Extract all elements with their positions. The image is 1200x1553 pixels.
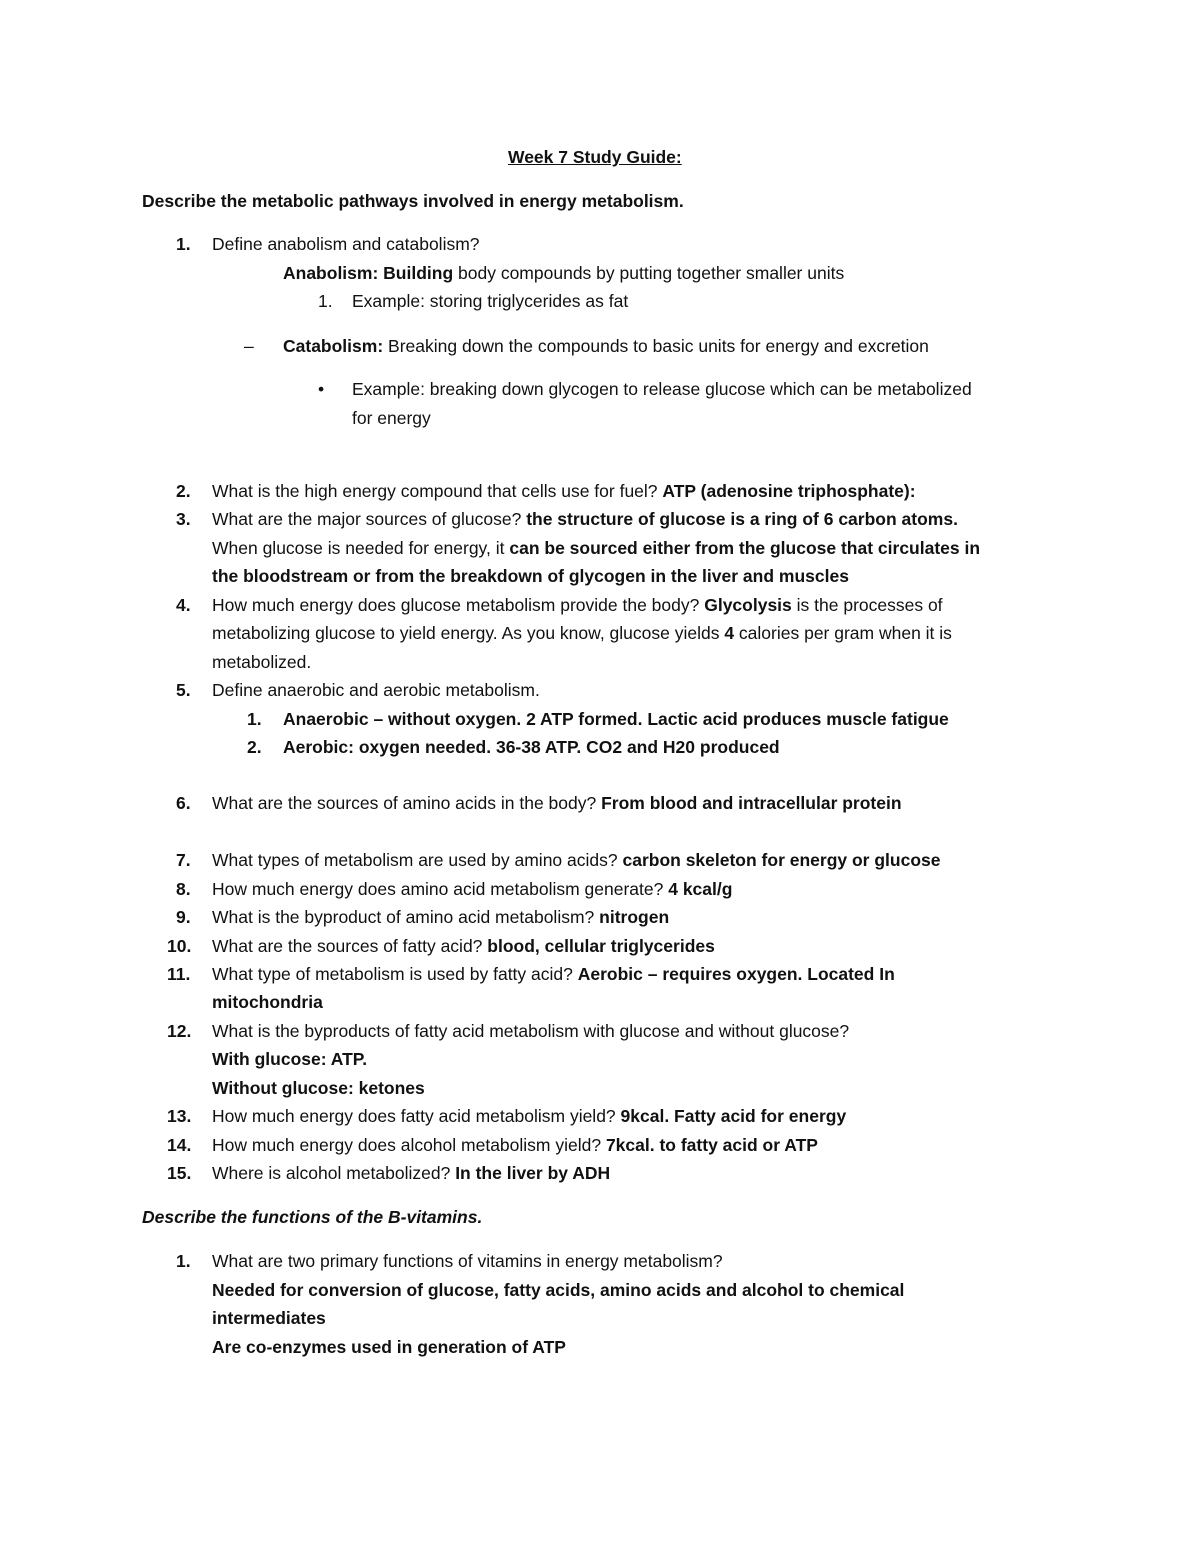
answer-text: In the liver by ADH	[455, 1163, 611, 1183]
bullet-marker: •	[318, 379, 325, 399]
anabolism-label: Anabolism:	[283, 263, 379, 283]
question-11	[212, 963, 895, 985]
question-number: 6.	[176, 793, 191, 813]
answer-text: is the processes of	[791, 595, 943, 615]
answer-text: From blood and intracellular protein	[601, 793, 902, 813]
question-text: Where is alcohol metabolized?	[212, 1163, 456, 1183]
answer-text: 4 kcal/g	[668, 879, 733, 899]
question-13	[212, 1105, 846, 1127]
answer-text: metabolizing glucose to yield energy. As you know, glucose yields	[212, 623, 725, 643]
question-number: 3.	[176, 509, 191, 529]
answer-continuation: mitochondria	[212, 992, 323, 1012]
question-number: 13.	[167, 1106, 192, 1126]
answer-bold: ATP	[662, 481, 696, 501]
question-text: What are two primary functions of vitamins in energy metabolism?	[212, 1251, 723, 1271]
answer-text: Aerobic – requires oxygen. Located In	[577, 964, 895, 984]
catabolism-label: Catabolism:	[283, 336, 384, 356]
answer-line-2: intermediates	[212, 1308, 326, 1328]
answer-text: carbon skeleton for energy or glucose	[622, 850, 941, 870]
question-4-line-2	[212, 622, 952, 644]
question-number: 1.	[176, 234, 191, 254]
question-number: 11.	[167, 964, 191, 984]
question-text: What types of metabolism are used by amino acids?	[212, 850, 623, 870]
question-number: 8.	[176, 879, 191, 899]
question-10	[212, 935, 715, 957]
question-text: Define anabolism and catabolism?	[212, 234, 480, 254]
catabolism-text: Breaking down the compounds to basic units for energy and excretion	[383, 336, 929, 356]
question-6	[212, 792, 902, 814]
catabolism-example-line-1: Example: breaking down glycogen to release glucose which can be metabolized	[352, 379, 972, 399]
answer-text: 7kcal. to fatty acid or ATP	[605, 1135, 818, 1155]
question-8	[212, 878, 732, 900]
question-text: Define anaerobic and aerobic metabolism.	[212, 680, 540, 700]
answer-with-glucose: With glucose: ATP.	[212, 1049, 368, 1069]
answer-text: nitrogen	[599, 907, 670, 927]
question-text: What are the major sources of glucose?	[212, 509, 527, 529]
question-3-line-3: the bloodstream or from the breakdown of glycogen in the liver and muscles	[212, 566, 849, 586]
dash-marker: –	[244, 336, 254, 356]
sub-item-number: 1.	[318, 291, 333, 311]
answer-text: calories per gram when it is	[734, 623, 952, 643]
sub-item-number: 2.	[247, 737, 262, 757]
question-text: How much energy does alcohol metabolism yield?	[212, 1135, 606, 1155]
document-title: Week 7 Study Guide:	[508, 147, 682, 167]
question-text: How much energy does amino acid metabolism generate?	[212, 879, 669, 899]
question-text: What type of metabolism is used by fatty acid?	[212, 964, 578, 984]
catabolism-example-line-2: for energy	[352, 408, 431, 428]
question-text: What is the byproducts of fatty acid metabolism with glucose and without glucose?	[212, 1021, 850, 1041]
section-heading-metabolic-pathways: Describe the metabolic pathways involved in energy metabolism.	[142, 191, 684, 211]
answer-text: 9kcal. Fatty acid for energy	[620, 1106, 847, 1126]
section-heading-b-vitamins: Describe the functions of the B-vitamins.	[142, 1207, 483, 1227]
question-text: What is the byproduct of amino acid metabolism?	[212, 907, 600, 927]
question-number: 10.	[167, 936, 192, 956]
answer-line-1: Needed for conversion of glucose, fatty acids, amino acids and alcohol to chemical	[212, 1280, 905, 1300]
question-4-line-3: metabolized.	[212, 652, 312, 672]
question-number: 1.	[176, 1251, 191, 1271]
question-3-line-1	[212, 508, 958, 530]
answer-bold: Glycolysis	[704, 595, 792, 615]
catabolism-definition	[283, 335, 929, 357]
question-number: 12.	[167, 1021, 192, 1041]
question-number: 14.	[167, 1135, 192, 1155]
aerobic-definition: Aerobic: oxygen needed. 36-38 ATP. CO2 and H20 produced	[283, 737, 780, 757]
question-number: 2.	[176, 481, 191, 501]
answer-bold: can be sourced either from the glucose that circulates in	[509, 538, 981, 558]
question-text: What is the high energy compound that cells use for fuel?	[212, 481, 663, 501]
question-text: What are the sources of amino acids in the body?	[212, 793, 602, 813]
question-number: 15.	[167, 1163, 192, 1183]
anabolism-bold: Building	[383, 263, 454, 283]
answer-text: When glucose is needed for energy, it	[212, 538, 510, 558]
answer-text: (adenosine triphosphate):	[695, 481, 916, 501]
question-14	[212, 1134, 818, 1156]
question-number: 9.	[176, 907, 191, 927]
answer-text: the structure of glucose is a ring of 6 carbon atoms.	[526, 509, 958, 529]
question-3-line-2	[212, 537, 980, 559]
answer-text: blood, cellular triglycerides	[487, 936, 715, 956]
question-7	[212, 849, 940, 871]
question-number: 4.	[176, 595, 191, 615]
question-text: How much energy does glucose metabolism provide the body?	[212, 595, 705, 615]
answer-without-glucose: Without glucose: ketones	[212, 1078, 425, 1098]
anabolism-example: Example: storing triglycerides as fat	[352, 291, 629, 311]
question-15	[212, 1162, 610, 1184]
sub-item-number: 1.	[247, 709, 262, 729]
question-number: 5.	[176, 680, 191, 700]
question-4-line-1	[212, 594, 943, 616]
question-number: 7.	[176, 850, 191, 870]
anabolism-text: body compounds by putting together smaller units	[453, 263, 845, 283]
question-text: What are the sources of fatty acid?	[212, 936, 488, 956]
question-9	[212, 906, 669, 928]
anaerobic-definition: Anaerobic – without oxygen. 2 ATP formed. Lactic acid produces muscle fatigue	[283, 709, 949, 729]
question-2	[212, 480, 916, 502]
answer-bold: 4	[724, 623, 735, 643]
anabolism-definition	[283, 262, 844, 284]
answer-line-3: Are co-enzymes used in generation of ATP	[212, 1337, 566, 1357]
question-text: How much energy does fatty acid metabolism yield?	[212, 1106, 621, 1126]
